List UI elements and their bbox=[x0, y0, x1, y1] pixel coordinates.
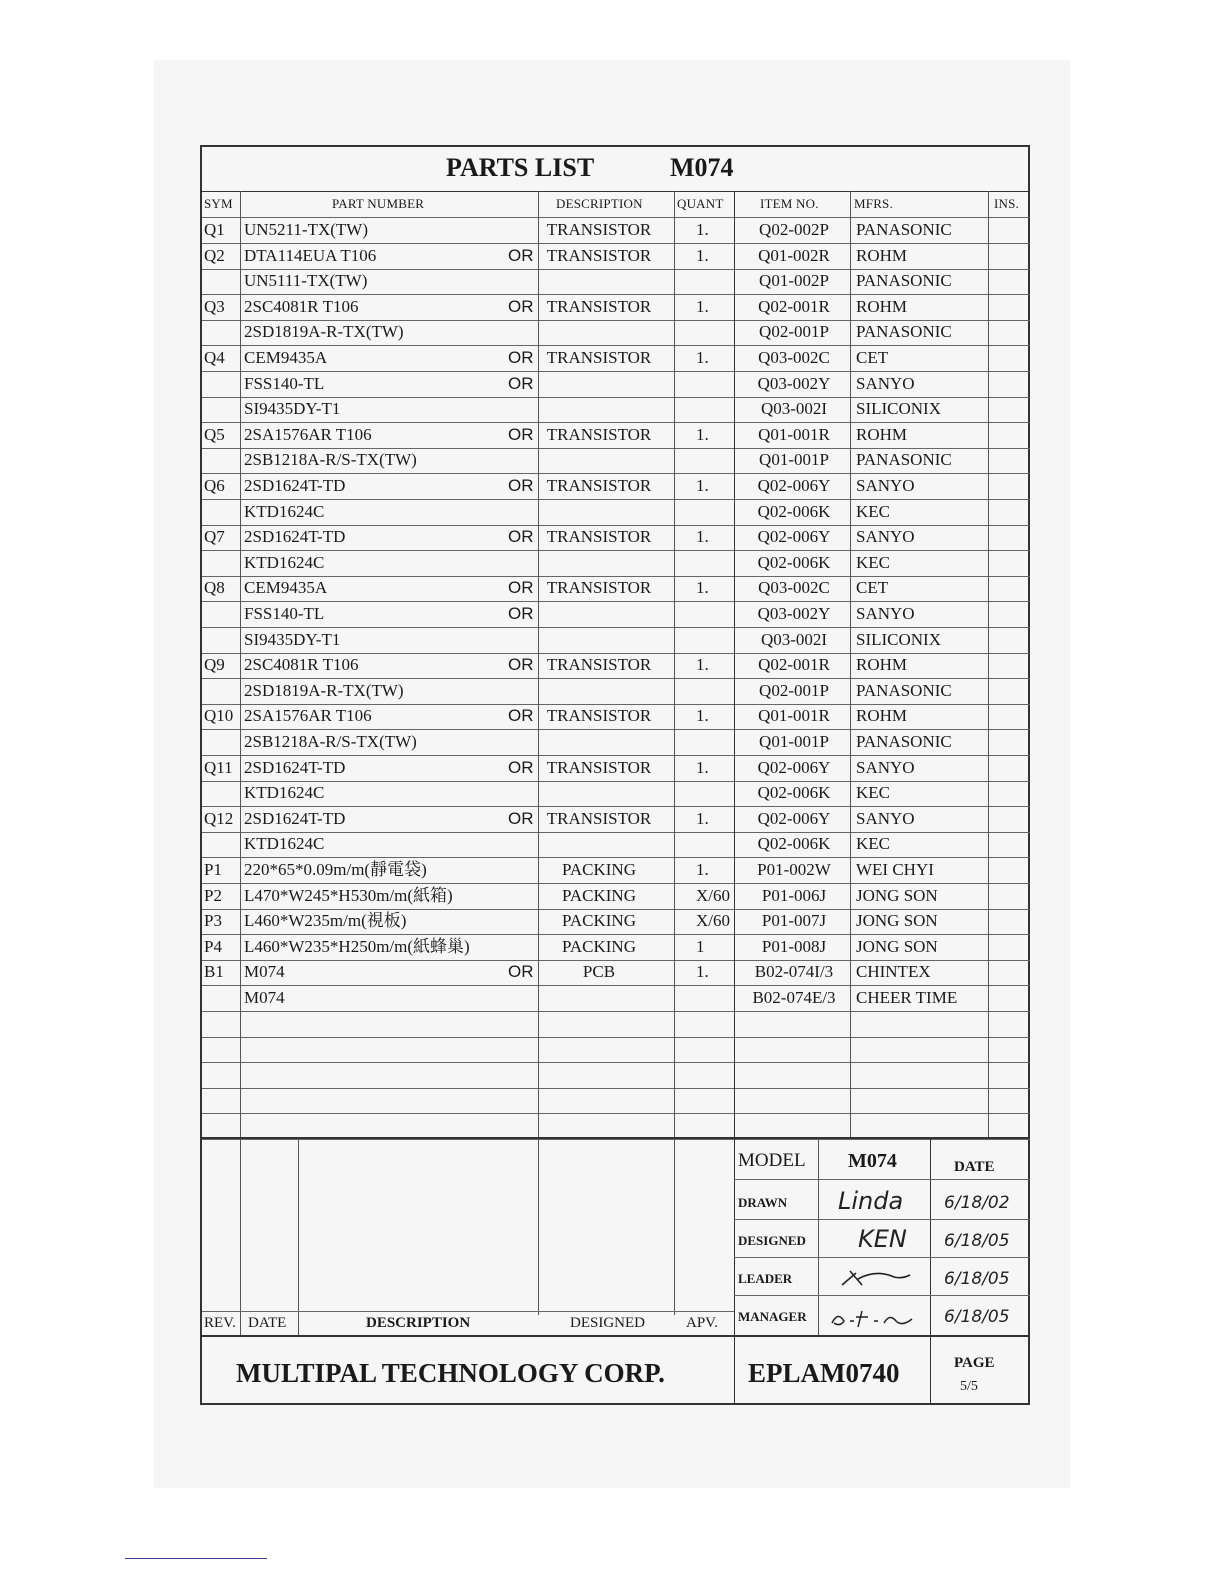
tb-drawn-label: DRAWN bbox=[738, 1195, 788, 1210]
row-mfr: KEC bbox=[856, 502, 890, 521]
row-part-number: 2SB1218A-R/S-TX(TW) bbox=[244, 450, 417, 469]
row-item-no: Q02-006K bbox=[757, 834, 831, 853]
row-line bbox=[202, 499, 1030, 500]
row-item-no: Q02-001P bbox=[759, 322, 829, 341]
row-mfr: SANYO bbox=[856, 374, 915, 393]
row-mfr: PANASONIC bbox=[856, 271, 952, 290]
row-description: TRANSISTOR bbox=[546, 758, 652, 777]
row-item-no: Q03-002Y bbox=[757, 604, 831, 623]
row-item-no: Q01-001P bbox=[759, 732, 829, 751]
row-part-number: 2SC4081R T106 bbox=[244, 297, 359, 316]
row-item-no: Q02-006K bbox=[757, 502, 831, 521]
row-item-no: Q01-002R bbox=[758, 246, 830, 265]
row-part-number: SI9435DY-T1 bbox=[244, 630, 341, 649]
row-mfr: KEC bbox=[856, 553, 890, 572]
row-item-no: Q03-002I bbox=[760, 399, 828, 418]
row-part-number: 2SB1218A-R/S-TX(TW) bbox=[244, 732, 417, 751]
row-description: TRANSISTOR bbox=[546, 527, 652, 546]
row-part-number: CEM9435A bbox=[244, 578, 328, 597]
tb-leader-date: 6/18/05 bbox=[944, 1269, 1010, 1289]
row-mfr: PANASONIC bbox=[856, 220, 952, 239]
row-or: OR bbox=[508, 809, 534, 828]
row-sym: Q11 bbox=[204, 758, 233, 777]
row-line bbox=[202, 1088, 1030, 1089]
row-sym: Q12 bbox=[204, 809, 234, 828]
row-mfr: CHEER TIME bbox=[856, 988, 958, 1007]
leader-signature-icon bbox=[836, 1263, 916, 1291]
row-description: TRANSISTOR bbox=[546, 809, 652, 828]
rev-header-description: DESCRIPTION bbox=[366, 1315, 471, 1331]
tb-date-label: DATE bbox=[954, 1159, 995, 1175]
row-part-number: 2SD1624T-TD bbox=[244, 476, 346, 495]
row-item-no: P01-008J bbox=[761, 937, 827, 956]
row-part-number: 2SD1624T-TD bbox=[244, 527, 346, 546]
row-mfr: SANYO bbox=[856, 527, 915, 546]
footer-rule bbox=[125, 1558, 267, 1559]
row-mfr: PANASONIC bbox=[856, 732, 952, 751]
col-line-part bbox=[538, 191, 539, 1315]
table-bottom-divider bbox=[202, 1137, 1030, 1139]
row-or: OR bbox=[508, 425, 534, 444]
row-item-no: Q02-001P bbox=[759, 681, 829, 700]
row-quant: 1. bbox=[696, 706, 709, 725]
row-description: TRANSISTOR bbox=[546, 425, 652, 444]
tb-model-label: MODEL bbox=[738, 1150, 806, 1171]
row-part-number: SI9435DY-T1 bbox=[244, 399, 341, 418]
tb-row-line-2 bbox=[734, 1219, 1030, 1220]
document-title: PARTS LIST bbox=[446, 153, 595, 182]
row-or: OR bbox=[508, 246, 534, 265]
row-description: TRANSISTOR bbox=[546, 578, 652, 597]
row-mfr: JONG SON bbox=[856, 886, 938, 905]
row-part-number: 2SD1819A-R-TX(TW) bbox=[244, 322, 404, 341]
row-mfr: ROHM bbox=[856, 297, 908, 316]
row-or: OR bbox=[508, 348, 534, 367]
row-sym: Q7 bbox=[204, 527, 225, 546]
row-line bbox=[202, 550, 1030, 551]
header-ins: INS. bbox=[994, 196, 1019, 211]
row-item-no: Q02-006K bbox=[757, 553, 831, 572]
row-line bbox=[202, 1011, 1030, 1012]
row-quant: 1. bbox=[696, 860, 709, 879]
row-item-no: Q02-001R bbox=[758, 655, 830, 674]
row-quant: 1. bbox=[696, 527, 709, 546]
row-quant: 1. bbox=[696, 578, 709, 597]
row-mfr: CHINTEX bbox=[856, 962, 931, 981]
col-line-desc bbox=[674, 191, 675, 1315]
rev-col-line-2 bbox=[298, 1139, 299, 1335]
row-quant: X/60 bbox=[696, 886, 730, 905]
row-item-no: P01-002W bbox=[757, 860, 831, 879]
tb-col-line-1 bbox=[818, 1139, 819, 1335]
row-quant: 1. bbox=[696, 655, 709, 674]
row-part-number: UN5211-TX(TW) bbox=[244, 220, 368, 239]
row-part-number: 2SC4081R T106 bbox=[244, 655, 359, 674]
row-quant: 1. bbox=[696, 297, 709, 316]
row-mfr: KEC bbox=[856, 783, 890, 802]
row-mfr: CET bbox=[856, 348, 889, 367]
row-part-number: M074 bbox=[244, 988, 285, 1007]
row-description: TRANSISTOR bbox=[546, 246, 652, 265]
row-item-no: Q03-002Y bbox=[757, 374, 831, 393]
rev-col-line-1 bbox=[240, 1139, 241, 1335]
row-mfr: PANASONIC bbox=[856, 681, 952, 700]
row-quant: 1. bbox=[696, 246, 709, 265]
row-sym: Q9 bbox=[204, 655, 225, 674]
header-quant: QUANT bbox=[677, 196, 724, 211]
row-part-number: L470*W245*H530m/m(紙箱) bbox=[244, 886, 453, 905]
row-description: TRANSISTOR bbox=[546, 297, 652, 316]
row-sym: Q6 bbox=[204, 476, 225, 495]
row-part-number: UN5111-TX(TW) bbox=[244, 271, 368, 290]
row-or: OR bbox=[508, 758, 534, 777]
row-item-no: Q02-006Y bbox=[757, 758, 831, 777]
parts-table bbox=[202, 217, 1030, 1139]
row-description: PACKING bbox=[561, 937, 636, 956]
row-mfr: SANYO bbox=[856, 809, 915, 828]
row-description: PACKING bbox=[561, 886, 636, 905]
row-item-no: Q02-002P bbox=[759, 220, 829, 239]
row-part-number: 2SD1819A-R-TX(TW) bbox=[244, 681, 404, 700]
row-or: OR bbox=[508, 604, 534, 623]
row-sym: Q3 bbox=[204, 297, 225, 316]
row-item-no: Q03-002C bbox=[758, 578, 830, 597]
row-mfr: SILICONIX bbox=[856, 630, 941, 649]
row-description: TRANSISTOR bbox=[546, 220, 652, 239]
row-sym: Q5 bbox=[204, 425, 225, 444]
col-line-item bbox=[850, 191, 851, 1139]
rev-header-designed: DESIGNED bbox=[570, 1315, 645, 1331]
row-item-no: Q01-001R bbox=[758, 425, 830, 444]
row-or: OR bbox=[508, 706, 534, 725]
row-item-no: Q01-001R bbox=[758, 706, 830, 725]
row-or: OR bbox=[508, 578, 534, 597]
row-part-number: 220*65*0.09m/m(靜電袋) bbox=[244, 860, 427, 879]
tb-row-line-1 bbox=[734, 1179, 1030, 1180]
row-or: OR bbox=[508, 655, 534, 674]
row-or: OR bbox=[508, 374, 534, 393]
row-mfr: PANASONIC bbox=[856, 322, 952, 341]
tb-designed-label: DESIGNED bbox=[738, 1233, 806, 1248]
tb-manager-date: 6/18/05 bbox=[944, 1307, 1010, 1327]
row-mfr: JONG SON bbox=[856, 911, 938, 930]
row-mfr: ROHM bbox=[856, 425, 908, 444]
row-item-no: Q02-006Y bbox=[757, 527, 831, 546]
row-quant: 1. bbox=[696, 476, 709, 495]
row-item-no: Q02-001R bbox=[758, 297, 830, 316]
row-item-no: P01-006J bbox=[761, 886, 827, 905]
row-quant: 1. bbox=[696, 962, 709, 981]
row-description: TRANSISTOR bbox=[546, 706, 652, 725]
document-model: M074 bbox=[670, 153, 734, 182]
header-item-no: ITEM NO. bbox=[760, 196, 819, 211]
row-part-number: 2SA1576AR T106 bbox=[244, 425, 372, 444]
parts-list-document bbox=[200, 145, 1030, 1405]
row-part-number: CEM9435A bbox=[244, 348, 328, 367]
row-quant: X/60 bbox=[696, 911, 730, 930]
row-quant: 1. bbox=[696, 220, 709, 239]
row-mfr: ROHM bbox=[856, 246, 908, 265]
row-or: OR bbox=[508, 476, 534, 495]
row-sym: Q10 bbox=[204, 706, 234, 725]
row-item-no: Q02-006K bbox=[757, 783, 831, 802]
row-part-number: KTD1624C bbox=[244, 834, 325, 853]
row-part-number: FSS140-TL bbox=[244, 604, 325, 623]
row-quant: 1. bbox=[696, 809, 709, 828]
row-part-number: M074 bbox=[244, 962, 285, 981]
page-value: 5/5 bbox=[960, 1379, 978, 1394]
row-quant: 1 bbox=[696, 937, 705, 956]
row-sym: P2 bbox=[204, 886, 222, 905]
row-line bbox=[202, 1062, 1030, 1063]
page-label: PAGE bbox=[954, 1355, 995, 1371]
row-item-no: P01-007J bbox=[761, 911, 827, 930]
rev-header-date: DATE bbox=[248, 1315, 287, 1331]
row-mfr: WEI CHYI bbox=[856, 860, 934, 879]
row-description: TRANSISTOR bbox=[546, 655, 652, 674]
header-description: DESCRIPTION bbox=[556, 196, 643, 211]
row-mfr: PANASONIC bbox=[856, 450, 952, 469]
company-line bbox=[202, 1335, 1030, 1337]
row-line bbox=[202, 1037, 1030, 1038]
row-sym: P4 bbox=[204, 937, 222, 956]
row-mfr: ROHM bbox=[856, 655, 908, 674]
col-line-quant bbox=[734, 191, 735, 1405]
row-part-number: DTA114EUA T106 bbox=[244, 246, 377, 265]
doc-number: EPLAM0740 bbox=[748, 1358, 900, 1388]
row-mfr: CET bbox=[856, 578, 889, 597]
col-line-mfrs bbox=[988, 191, 989, 1139]
row-or: OR bbox=[508, 527, 534, 546]
row-mfr: ROHM bbox=[856, 706, 908, 725]
tb-row-line-4 bbox=[734, 1295, 1030, 1296]
row-mfr: KEC bbox=[856, 834, 890, 853]
row-part-number: L460*W235*H250m/m(紙蜂巢) bbox=[244, 937, 470, 956]
tb-leader-label: LEADER bbox=[738, 1271, 793, 1286]
row-line bbox=[202, 832, 1030, 833]
row-sym: P1 bbox=[204, 860, 222, 879]
row-part-number: 2SA1576AR T106 bbox=[244, 706, 372, 725]
header-mfrs: MFRS. bbox=[854, 196, 893, 211]
row-mfr: SANYO bbox=[856, 604, 915, 623]
row-mfr: SANYO bbox=[856, 758, 915, 777]
tb-drawn-signature: Linda bbox=[838, 1187, 904, 1215]
row-description: PCB bbox=[582, 962, 616, 981]
row-item-no: Q02-006Y bbox=[757, 809, 831, 828]
row-sym: Q4 bbox=[204, 348, 225, 367]
row-part-number: 2SD1624T-TD bbox=[244, 758, 346, 777]
row-description: PACKING bbox=[561, 860, 636, 879]
rev-header-rev: REV. bbox=[204, 1315, 236, 1331]
row-line bbox=[202, 1139, 1030, 1140]
row-part-number: L460*W235m/m(視板) bbox=[244, 911, 407, 930]
row-part-number: KTD1624C bbox=[244, 553, 325, 572]
row-mfr: SANYO bbox=[856, 476, 915, 495]
row-description: PACKING bbox=[561, 911, 636, 930]
header-sym: SYM bbox=[204, 196, 233, 211]
row-part-number: 2SD1624T-TD bbox=[244, 809, 346, 828]
tb-designed-signature: KEN bbox=[858, 1225, 907, 1253]
row-or: OR bbox=[508, 297, 534, 316]
header-part-number: PART NUMBER bbox=[332, 196, 425, 211]
row-sym: Q2 bbox=[204, 246, 225, 265]
company-name: MULTIPAL TECHNOLOGY CORP. bbox=[236, 1358, 665, 1388]
manager-signature-icon bbox=[828, 1303, 918, 1331]
row-mfr: JONG SON bbox=[856, 937, 938, 956]
row-quant: 1. bbox=[696, 758, 709, 777]
row-quant: 1. bbox=[696, 425, 709, 444]
row-line bbox=[202, 781, 1030, 782]
row-sym: Q1 bbox=[204, 220, 225, 239]
row-sym: B1 bbox=[204, 962, 224, 981]
tb-manager-label: MANAGER bbox=[738, 1309, 807, 1324]
tb-designed-date: 6/18/05 bbox=[944, 1231, 1010, 1251]
row-line bbox=[202, 1113, 1030, 1114]
row-mfr: SILICONIX bbox=[856, 399, 941, 418]
row-description: TRANSISTOR bbox=[546, 476, 652, 495]
row-part-number: KTD1624C bbox=[244, 502, 325, 521]
row-description: TRANSISTOR bbox=[546, 348, 652, 367]
col-line-sym bbox=[240, 191, 241, 1139]
row-item-no: Q01-001P bbox=[759, 450, 829, 469]
row-part-number: KTD1624C bbox=[244, 783, 325, 802]
tb-drawn-date: 6/18/02 bbox=[944, 1193, 1010, 1213]
title-divider bbox=[202, 191, 1030, 192]
row-or: OR bbox=[508, 962, 534, 981]
row-item-no: Q01-002P bbox=[759, 271, 829, 290]
tb-model-value: M074 bbox=[848, 1150, 897, 1172]
row-sym: P3 bbox=[204, 911, 222, 930]
row-item-no: Q03-002C bbox=[758, 348, 830, 367]
row-item-no: Q02-006Y bbox=[757, 476, 831, 495]
row-item-no: B02-074I/3 bbox=[754, 962, 834, 981]
row-item-no: B02-074E/3 bbox=[752, 988, 836, 1007]
row-quant: 1. bbox=[696, 348, 709, 367]
rev-header-apv: APV. bbox=[686, 1315, 718, 1331]
tb-row-line-3 bbox=[734, 1257, 1030, 1258]
row-sym: Q8 bbox=[204, 578, 225, 597]
row-item-no: Q03-002I bbox=[760, 630, 828, 649]
row-part-number: FSS140-TL bbox=[244, 374, 325, 393]
